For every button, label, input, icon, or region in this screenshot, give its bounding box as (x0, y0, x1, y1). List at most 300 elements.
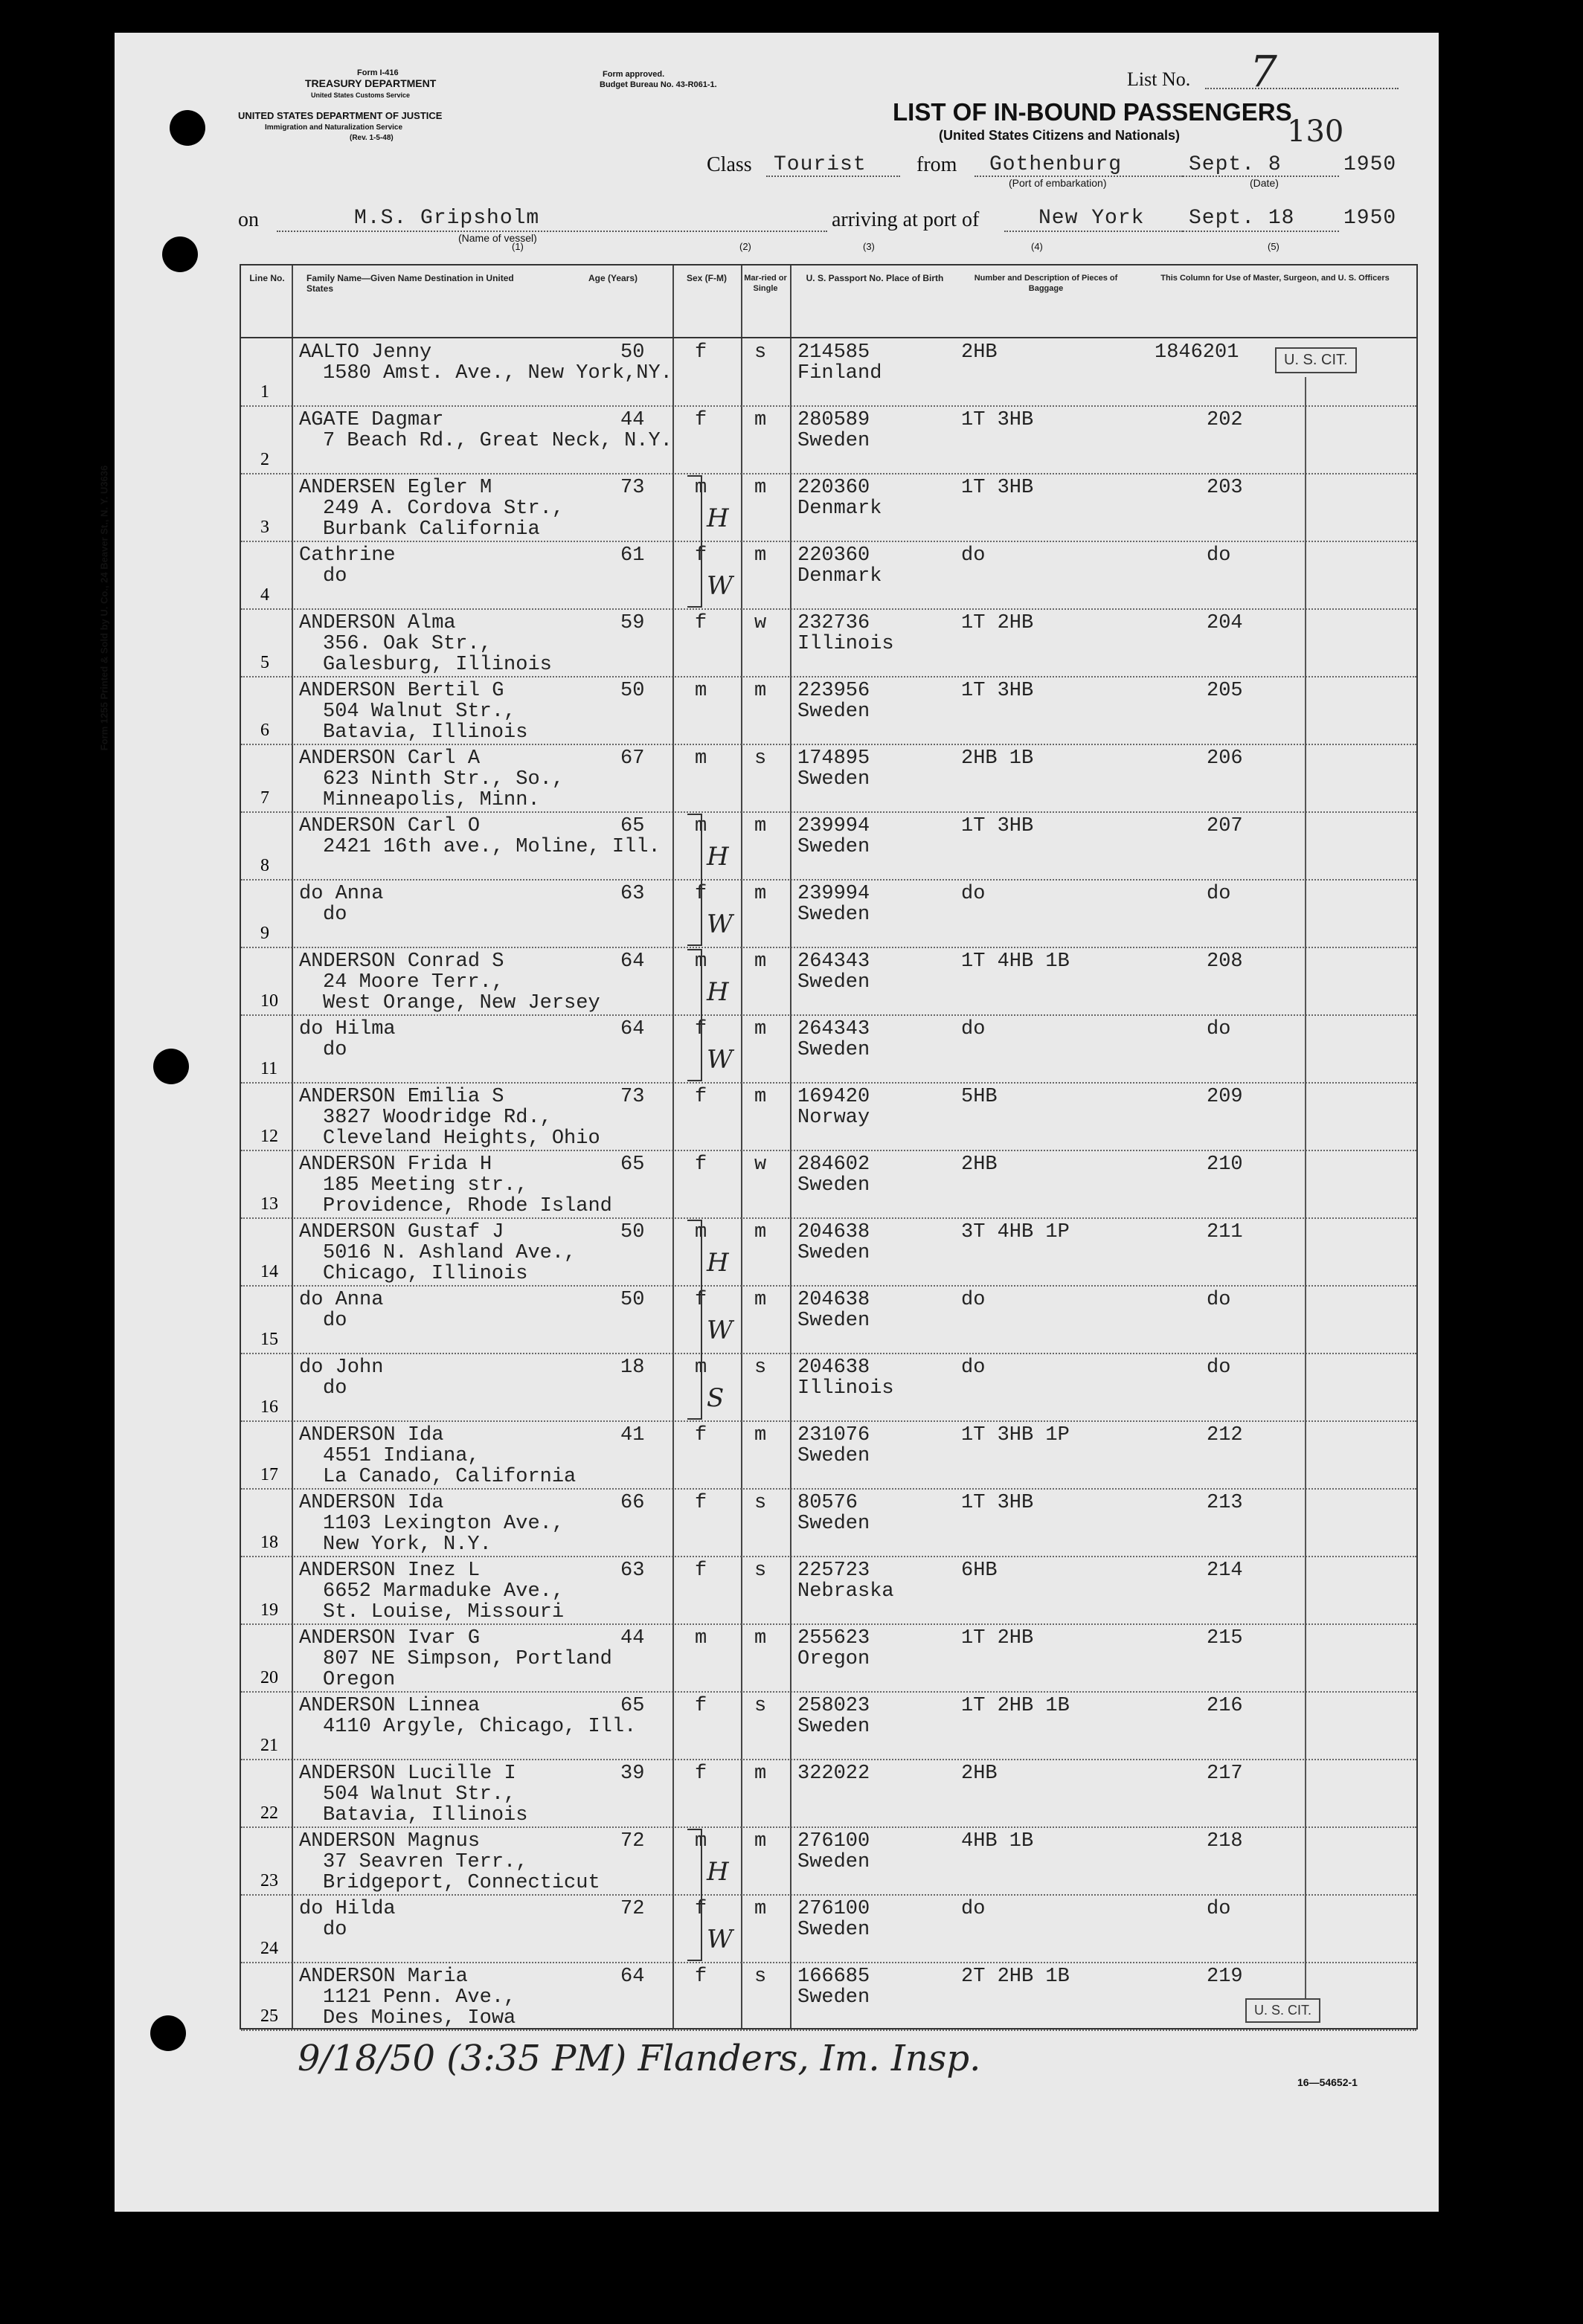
relationship-mark: W (707, 571, 733, 601)
table-row (241, 474, 1416, 542)
marital-status: m (754, 1424, 767, 1446)
officer-number: do (1207, 1289, 1231, 1311)
baggage: do (961, 1018, 986, 1040)
destination-line1: 185 Meeting str., (323, 1174, 528, 1197)
relationship-mark: H (707, 977, 729, 1007)
officer-number: 213 (1207, 1492, 1243, 1514)
marital-status: m (754, 409, 767, 431)
table-row (241, 1150, 1416, 1219)
class-value: Tourist (774, 153, 867, 176)
departure-date: Sept. 8 (1189, 153, 1282, 176)
marital-status: s (754, 341, 767, 364)
destination-line2: Burbank California (323, 518, 540, 541)
age: 67 (620, 747, 645, 770)
line-number: 7 (260, 788, 269, 808)
arrival-year: 1950 (1343, 207, 1397, 230)
age: 61 (620, 544, 645, 567)
passport-number: 232736 (797, 612, 870, 634)
table-row (241, 1557, 1416, 1625)
passenger-name: do Hilma (299, 1018, 396, 1040)
destination-line2: Batavia, Illinois (323, 1804, 528, 1826)
line-number: 5 (260, 653, 269, 672)
table-row (241, 406, 1416, 474)
departure-year: 1950 (1343, 153, 1397, 176)
sex: f (695, 1086, 707, 1108)
passenger-name: do Anna (299, 1289, 384, 1311)
sex: f (695, 1966, 707, 1988)
col-num-5: (5) (1268, 241, 1279, 252)
baggage: 1T 3HB (961, 1492, 1034, 1514)
table-row (241, 541, 1416, 610)
table-row (241, 609, 1416, 677)
place-of-birth: Norway (797, 1107, 870, 1129)
passenger-name: ANDERSON Conrad S (299, 950, 504, 973)
place-of-birth: Finland (797, 362, 882, 384)
destination-line1: 24 Moore Terr., (323, 971, 504, 994)
destination-line1: 1580 Amst. Ave., New York,NY. (323, 362, 672, 384)
baggage: 5HB (961, 1086, 998, 1108)
table-row (241, 338, 1416, 407)
marital-status: s (754, 1559, 767, 1582)
passenger-name: ANDERSON Bertil G (299, 680, 504, 702)
passenger-name: do Anna (299, 883, 384, 905)
place-of-birth: Sweden (797, 1919, 870, 1941)
place-of-birth: Denmark (797, 565, 882, 588)
place-of-birth: Sweden (797, 1986, 870, 2009)
destination-line2: West Orange, New Jersey (323, 992, 600, 1014)
destination-line2: Providence, Rhode Island (323, 1195, 612, 1217)
table-row (241, 880, 1416, 948)
passenger-table (240, 264, 1418, 2030)
baggage: 2HB 1B (961, 747, 1034, 770)
relationship-mark: H (707, 842, 729, 872)
punch-hole (153, 1049, 189, 1084)
baggage: 1T 4HB 1B (961, 950, 1070, 973)
passport-number: 169420 (797, 1086, 870, 1108)
sex: m (695, 815, 707, 837)
marital-status: m (754, 680, 767, 702)
relationship-mark: S (707, 1383, 725, 1413)
line-number: 20 (260, 1668, 278, 1687)
relationship-mark: H (707, 1857, 729, 1887)
passport-number: 264343 (797, 1018, 870, 1040)
table-row (241, 1963, 1416, 2031)
punch-hole (162, 236, 198, 272)
destination-line2: New York, N.Y. (323, 1533, 492, 1556)
marital-status: m (754, 883, 767, 905)
place-of-birth: Sweden (797, 1039, 870, 1061)
sex: m (695, 1627, 707, 1649)
place-of-birth: Illinois (797, 1377, 894, 1400)
relationship-mark: W (707, 1045, 733, 1075)
age: 65 (620, 1695, 645, 1717)
col-header-line: Line No. (249, 273, 285, 283)
officer-number: 207 (1207, 815, 1243, 837)
marital-status: m (754, 1018, 767, 1040)
destination-line1: 5016 N. Ashland Ave., (323, 1242, 577, 1264)
sex: m (695, 950, 707, 973)
age: 41 (620, 1424, 645, 1446)
place-of-birth: Sweden (797, 1174, 870, 1197)
baggage: 6HB (961, 1559, 998, 1582)
baggage: do (961, 883, 986, 905)
passport-number: 284602 (797, 1153, 870, 1176)
marital-status: m (754, 950, 767, 973)
destination-line1: 356. Oak Str., (323, 633, 492, 655)
marital-status: s (754, 1695, 767, 1717)
age: 50 (620, 680, 645, 702)
family-bracket (687, 1829, 702, 1961)
baggage: 2HB (961, 341, 998, 364)
passport-number: 239994 (797, 883, 870, 905)
passenger-name: ANDERSON Lucille I (299, 1763, 516, 1785)
destination-line1: do (323, 1310, 347, 1332)
marital-status: m (754, 477, 767, 499)
passport-number: 204638 (797, 1289, 870, 1311)
col-num-1: (1) (512, 241, 524, 252)
baggage: 2HB (961, 1153, 998, 1176)
sex: f (695, 341, 707, 364)
place-of-birth: Sweden (797, 1851, 870, 1873)
marital-status: w (754, 612, 767, 634)
marital-status: m (754, 1289, 767, 1311)
marital-status: s (754, 1966, 767, 1988)
destination-line2: Galesburg, Illinois (323, 654, 552, 676)
passport-number: 280589 (797, 409, 870, 431)
baggage: 1T 2HB (961, 1627, 1034, 1649)
age: 63 (620, 1559, 645, 1582)
place-of-birth: Sweden (797, 701, 870, 723)
age: 50 (620, 341, 645, 364)
line-number: 1 (260, 382, 269, 402)
officer-number: 211 (1207, 1221, 1243, 1243)
passport-number: 166685 (797, 1966, 870, 1988)
place-of-birth: Nebraska (797, 1580, 894, 1603)
officer-number: 214 (1207, 1559, 1243, 1582)
age: 18 (620, 1356, 645, 1379)
vessel-caption: (Name of vessel) (458, 232, 537, 244)
destination-line2: St. Louise, Missouri (323, 1601, 565, 1623)
place-of-birth: Sweden (797, 1445, 870, 1467)
col-header-sex: Sex (F-M) (687, 273, 727, 283)
age: 72 (620, 1830, 645, 1853)
destination-line2: Batavia, Illinois (323, 721, 528, 744)
destination-line2: Oregon (323, 1669, 396, 1691)
passenger-name: ANDERSON Inez L (299, 1559, 481, 1582)
passport-number: 276100 (797, 1898, 870, 1920)
place-of-birth: Sweden (797, 1513, 870, 1535)
marital-status: m (754, 1221, 767, 1243)
sex: f (695, 1153, 707, 1176)
officer-number: 206 (1207, 747, 1243, 770)
passport-number: 214585 (797, 341, 870, 364)
sex: f (695, 1695, 707, 1717)
family-bracket (687, 1220, 702, 1420)
place-of-birth: Denmark (797, 498, 882, 520)
table-row (241, 744, 1416, 813)
us-citizen-stamp: U. S. CIT. (1245, 1998, 1320, 2023)
sex: m (695, 680, 707, 702)
officer-number: 208 (1207, 950, 1243, 973)
destination-line1: 504 Walnut Str., (323, 1783, 516, 1806)
line-number: 11 (260, 1059, 278, 1078)
line-number: 17 (260, 1465, 278, 1484)
sex: f (695, 1018, 707, 1040)
passenger-name: ANDERSON Maria (299, 1966, 468, 1988)
table-row (241, 812, 1416, 881)
passport-number: 174895 (797, 747, 870, 770)
line-number: 4 (260, 585, 269, 605)
vessel-name: M.S. Gripsholm (354, 207, 540, 230)
destination-line1: 37 Seavren Terr., (323, 1851, 528, 1873)
age: 65 (620, 815, 645, 837)
sex: f (695, 883, 707, 905)
passenger-name: ANDERSON Emilia S (299, 1086, 504, 1108)
sex: f (695, 544, 707, 567)
sex: f (695, 1289, 707, 1311)
destination-line1: 2421 16th ave., Moline, Ill. (323, 836, 661, 858)
line-number: 24 (260, 1939, 278, 1958)
baggage: 1T 3HB (961, 409, 1034, 431)
baggage: 1T 2HB 1B (961, 1695, 1070, 1717)
col-header-passport: U. S. Passport No. Place of Birth (806, 273, 944, 283)
relationship-mark: H (707, 503, 729, 533)
passport-number: 80576 (797, 1492, 858, 1514)
place-of-birth: Sweden (797, 971, 870, 994)
age: 73 (620, 1086, 645, 1108)
punch-hole (170, 110, 205, 146)
passport-number: 322022 (797, 1763, 870, 1785)
destination-line1: do (323, 1039, 347, 1061)
sex: m (695, 1356, 707, 1379)
age: 65 (620, 1153, 645, 1176)
punch-hole (150, 2015, 186, 2051)
line-number: 18 (260, 1533, 278, 1552)
officer-number: 204 (1207, 612, 1243, 634)
form-approved: Form approved. (603, 70, 665, 79)
passenger-name: do John (299, 1356, 384, 1379)
table-row (241, 1286, 1416, 1354)
arrival-date: Sept. 18 (1189, 207, 1295, 230)
destination-line1: 807 NE Simpson, Portland (323, 1648, 612, 1670)
embarkation-port: Gothenburg (989, 153, 1123, 176)
sex: f (695, 409, 707, 431)
line-number: 8 (260, 856, 269, 875)
officer-number: do (1207, 883, 1231, 905)
place-of-birth: Illinois (797, 633, 894, 655)
marital-status: m (754, 815, 767, 837)
destination-line2: La Canado, California (323, 1466, 577, 1488)
from-label: from (916, 153, 957, 176)
marital-status: s (754, 1356, 767, 1379)
on-label: on (238, 208, 259, 231)
destination-line1: 4110 Argyle, Chicago, Ill. (323, 1716, 637, 1738)
destination-line1: do (323, 1919, 347, 1941)
destination-line1: do (323, 904, 347, 926)
officer-number: 218 (1207, 1830, 1243, 1853)
destination-line2: Des Moines, Iowa (323, 2007, 516, 2030)
us-citizen-stamp: U. S. CIT. (1275, 347, 1357, 373)
line-number: 25 (260, 2006, 278, 2026)
place-of-birth: Sweden (797, 1716, 870, 1738)
passenger-name: ANDERSON Ida (299, 1492, 444, 1514)
place-of-birth: Sweden (797, 836, 870, 858)
age: 44 (620, 409, 645, 431)
table-row (241, 1353, 1416, 1422)
table-row (241, 677, 1416, 745)
passport-number: 276100 (797, 1830, 870, 1853)
page-number: 130 (1287, 115, 1344, 149)
treasury-dept: TREASURY DEPARTMENT (305, 77, 437, 89)
passport-number: 225723 (797, 1559, 870, 1582)
marital-status: m (754, 1830, 767, 1853)
sex: f (695, 1559, 707, 1582)
sex: f (695, 1763, 707, 1785)
destination-line1: 3827 Woodridge Rd., (323, 1107, 552, 1129)
passport-number: 239994 (797, 815, 870, 837)
revision: (Rev. 1-5-48) (350, 134, 394, 142)
place-of-birth: Sweden (797, 904, 870, 926)
destination-line1: 7 Beach Rd., Great Neck, N.Y. (323, 430, 672, 452)
destination-line2: Minneapolis, Minn. (323, 789, 540, 811)
destination-line1: 4551 Indiana, (323, 1445, 480, 1467)
relationship-mark: H (707, 1248, 729, 1278)
sex: m (695, 1221, 707, 1243)
age: 44 (620, 1627, 645, 1649)
officer-number: 210 (1207, 1153, 1243, 1176)
baggage: do (961, 1898, 986, 1920)
table-row (241, 1895, 1416, 1963)
list-number: 7 (1250, 46, 1277, 97)
officer-number: 212 (1207, 1424, 1243, 1446)
ins-service: Immigration and Naturalization Service (265, 123, 403, 132)
marital-status: m (754, 1627, 767, 1649)
passenger-name: do Hilda (299, 1898, 396, 1920)
table-row (241, 1489, 1416, 1557)
officer-number: do (1207, 1898, 1231, 1920)
form-number: Form I-416 (357, 68, 399, 77)
baggage: 1T 3HB (961, 815, 1034, 837)
line-number: 6 (260, 721, 269, 740)
baggage: 3T 4HB 1P (961, 1221, 1070, 1243)
arrival-port: New York (1038, 207, 1145, 230)
destination-line1: 1103 Lexington Ave., (323, 1513, 565, 1535)
age: 50 (620, 1221, 645, 1243)
officer-number: do (1207, 1356, 1231, 1379)
line-number: 14 (260, 1262, 278, 1281)
col-header-name: Family Name—Given Name Destination in United States (306, 273, 514, 294)
line-number: 12 (260, 1127, 278, 1146)
passenger-name: ANDERSON Magnus (299, 1830, 481, 1853)
line-number: 23 (260, 1871, 278, 1890)
list-no-label: List No. (1127, 68, 1191, 90)
line-number: 10 (260, 991, 278, 1011)
sex: m (695, 1830, 707, 1853)
date-caption: (Date) (1250, 177, 1279, 189)
table-row (241, 1218, 1416, 1287)
inspector-signature: 9/18/50 (3:35 PM) Flanders, Im. Insp. (298, 2038, 981, 2079)
family-bracket (687, 949, 702, 1081)
marital-status: s (754, 1492, 767, 1514)
baggage: 1T 3HB 1P (961, 1424, 1070, 1446)
table-row (241, 1827, 1416, 1896)
place-of-birth: Sweden (797, 430, 870, 452)
destination-line1: 6652 Marmaduke Ave., (323, 1580, 565, 1603)
justice-dept: UNITED STATES DEPARTMENT OF JUSTICE (238, 110, 443, 121)
officer-number: do (1207, 1018, 1231, 1040)
budget-bureau: Budget Bureau No. 43-R061-1. (600, 80, 717, 89)
sex: f (695, 1898, 707, 1920)
marital-status: m (754, 1898, 767, 1920)
table-row (241, 1760, 1416, 1828)
customs-service: United States Customs Service (311, 91, 411, 99)
line-number: 13 (260, 1194, 278, 1214)
destination-line1: do (323, 565, 347, 588)
officer-number: 202 (1207, 409, 1243, 431)
list-title: LIST OF IN-BOUND PASSENGERS (893, 98, 1292, 126)
baggage: do (961, 544, 986, 567)
passport-number: 231076 (797, 1424, 870, 1446)
marital-status: m (754, 1763, 767, 1785)
passenger-name: ANDERSON Carl A (299, 747, 481, 770)
line-number: 19 (260, 1600, 278, 1620)
baggage: 1T 3HB (961, 680, 1034, 702)
col-num-3: (3) (863, 241, 875, 252)
passport-number: 258023 (797, 1695, 870, 1717)
line-number: 3 (260, 518, 269, 537)
destination-line1: 504 Walnut Str., (323, 701, 516, 723)
relationship-mark: W (707, 1316, 733, 1345)
officer-number: do (1207, 544, 1231, 567)
place-of-birth: Sweden (797, 1310, 870, 1332)
table-row (241, 1692, 1416, 1760)
sex: f (695, 1492, 707, 1514)
age: 50 (620, 1289, 645, 1311)
list-subtitle: (United States Citizens and Nationals) (939, 128, 1181, 143)
place-of-birth: Sweden (797, 1242, 870, 1264)
officer-number: 219 (1207, 1966, 1243, 1988)
line-number: 21 (260, 1736, 278, 1755)
baggage: do (961, 1289, 986, 1311)
passenger-name: ANDERSON Gustaf J (299, 1221, 504, 1243)
line-number: 22 (260, 1803, 278, 1823)
officer-number: 203 (1207, 477, 1243, 499)
table-row (241, 1421, 1416, 1490)
passenger-name: ANDERSON Alma (299, 612, 456, 634)
col-num-2: (2) (739, 241, 751, 252)
embarkation-caption: (Port of embarkation) (1009, 177, 1107, 189)
family-bracket (687, 475, 702, 608)
class-label: Class (707, 153, 752, 176)
baggage: 2HB (961, 1763, 998, 1785)
officer-number: 209 (1207, 1086, 1243, 1108)
family-bracket (687, 814, 702, 946)
sex: f (695, 1424, 707, 1446)
passport-number: 220360 (797, 477, 870, 499)
officer-number: 215 (1207, 1627, 1243, 1649)
baggage: 2T 2HB 1B (961, 1966, 1070, 1988)
table-row (241, 1015, 1416, 1084)
marital-status: m (754, 1086, 767, 1108)
place-of-birth: Oregon (797, 1648, 870, 1670)
age: 39 (620, 1763, 645, 1785)
printer-imprint: Form 1255 Printed & Sold by U. Co., 24 Beaver St., N. Y. U3636 (98, 465, 110, 751)
relationship-mark: W (707, 1925, 733, 1954)
line-number: 2 (260, 450, 269, 469)
destination-line2: Cleveland Heights, Ohio (323, 1127, 600, 1150)
table-row (241, 947, 1416, 1016)
passenger-name: ANDERSON Ivar G (299, 1627, 481, 1649)
